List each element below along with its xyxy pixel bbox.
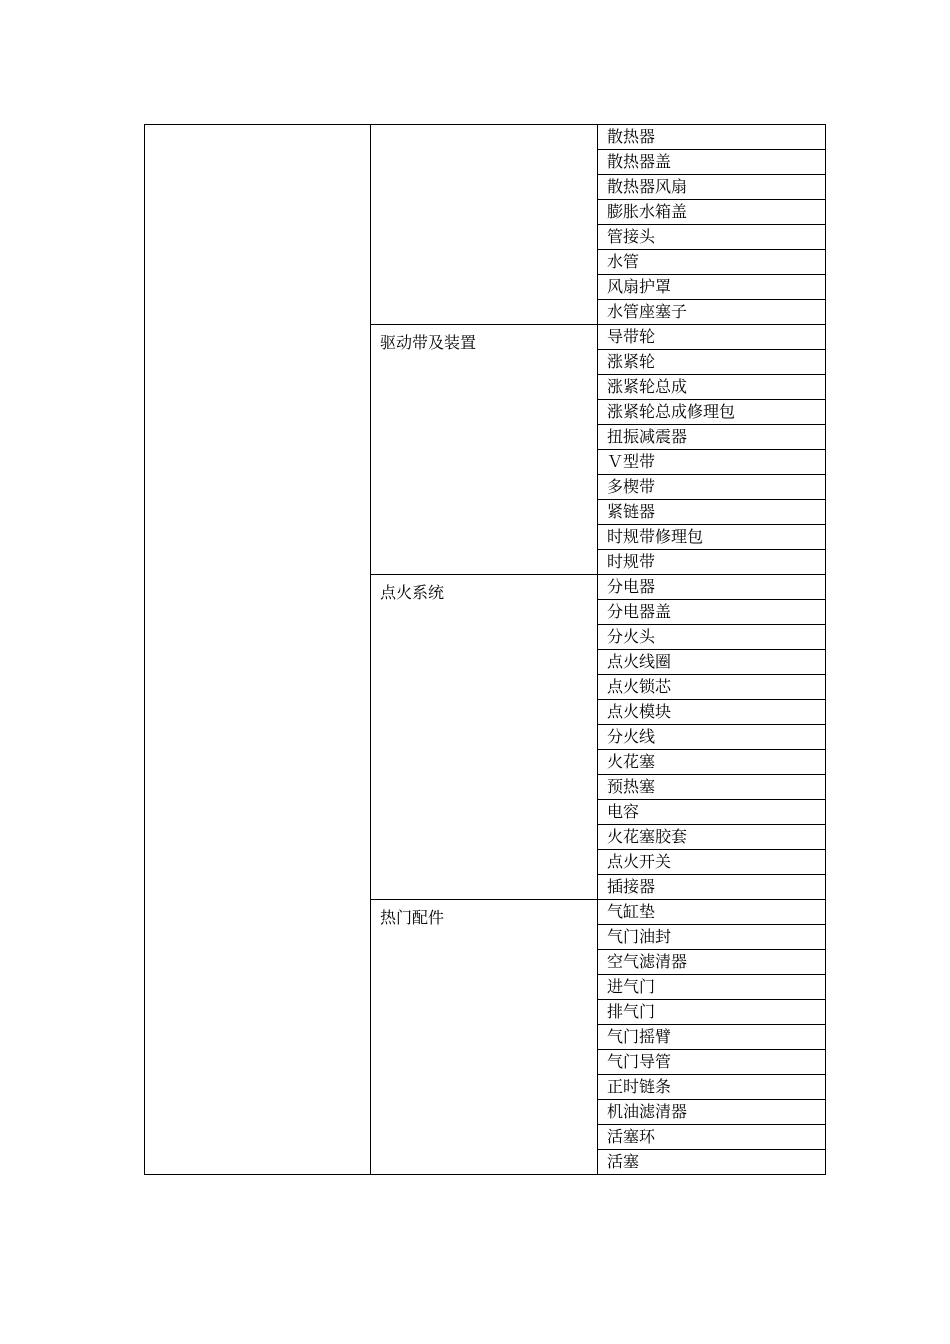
category-cell: 点火系统 — [371, 575, 598, 900]
part-cell: 膨胀水箱盖 — [598, 200, 826, 225]
part-cell: 排气门 — [598, 1000, 826, 1025]
part-cell: 机油滤清器 — [598, 1100, 826, 1125]
part-cell: 散热器风扇 — [598, 175, 826, 200]
part-cell: 导带轮 — [598, 325, 826, 350]
part-cell: 气门导管 — [598, 1050, 826, 1075]
part-cell: 气门摇臂 — [598, 1025, 826, 1050]
part-cell: 分火线 — [598, 725, 826, 750]
part-cell: 电容 — [598, 800, 826, 825]
part-cell: 多楔带 — [598, 475, 826, 500]
part-cell: 涨紧轮 — [598, 350, 826, 375]
part-cell: Ｖ型带 — [598, 450, 826, 475]
parts-table — [144, 124, 826, 1175]
category-cell — [371, 125, 598, 325]
part-cell: 点火线圈 — [598, 650, 826, 675]
part-cell: 预热塞 — [598, 775, 826, 800]
part-cell: 活塞环 — [598, 1125, 826, 1150]
part-cell: 紧链器 — [598, 500, 826, 525]
part-cell: 点火开关 — [598, 850, 826, 875]
part-cell: 风扇护罩 — [598, 275, 826, 300]
blank-column-cell — [145, 125, 371, 1175]
part-cell: 涨紧轮总成 — [598, 375, 826, 400]
part-cell: 火花塞 — [598, 750, 826, 775]
part-cell: 进气门 — [598, 975, 826, 1000]
part-cell: 时规带修理包 — [598, 525, 826, 550]
part-cell: 水管座塞子 — [598, 300, 826, 325]
part-cell: 散热器盖 — [598, 150, 826, 175]
part-cell: 点火模块 — [598, 700, 826, 725]
part-cell: 点火锁芯 — [598, 675, 826, 700]
part-cell: 扭振减震器 — [598, 425, 826, 450]
part-cell: 活塞 — [598, 1150, 826, 1175]
parts-table-body — [145, 125, 826, 1175]
part-cell: 时规带 — [598, 550, 826, 575]
part-cell: 气门油封 — [598, 925, 826, 950]
table-row — [145, 125, 826, 150]
part-cell: 正时链条 — [598, 1075, 826, 1100]
part-cell: 水管 — [598, 250, 826, 275]
part-cell: 火花塞胶套 — [598, 825, 826, 850]
part-cell: 涨紧轮总成修理包 — [598, 400, 826, 425]
part-cell: 分电器 — [598, 575, 826, 600]
part-cell: 插接器 — [598, 875, 826, 900]
category-cell: 驱动带及装置 — [371, 325, 598, 575]
part-cell: 气缸垫 — [598, 900, 826, 925]
part-cell: 管接头 — [598, 225, 826, 250]
category-cell: 热门配件 — [371, 900, 598, 1175]
part-cell: 散热器 — [598, 125, 826, 150]
part-cell: 空气滤清器 — [598, 950, 826, 975]
part-cell: 分电器盖 — [598, 600, 826, 625]
part-cell: 分火头 — [598, 625, 826, 650]
